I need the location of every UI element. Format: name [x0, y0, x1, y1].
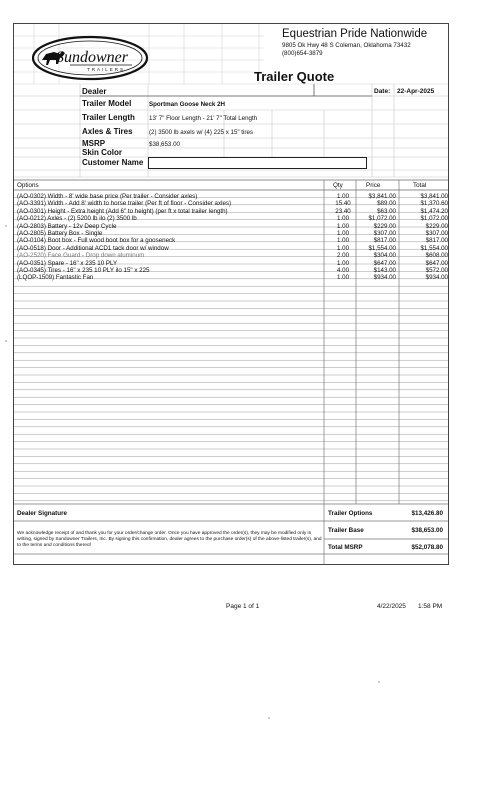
col-header-total: Total	[413, 182, 427, 189]
option-description: (AO-0302) Width - 8' wide base price (Per trailer - Consider axles)	[17, 193, 198, 200]
table-row	[17, 267, 447, 274]
page-number: Page 1 of 1	[226, 603, 260, 610]
trailer-base-value: $38,653.00	[411, 527, 443, 534]
table-row	[17, 237, 447, 244]
table-grid	[14, 24, 449, 565]
logo-wordmark: Sundowner	[56, 49, 128, 66]
date-value: 22-Apr-2025	[397, 88, 435, 95]
option-price: $229.00	[373, 222, 396, 230]
option-price: $647.00	[373, 259, 396, 267]
option-total: $229.00	[425, 222, 448, 230]
option-description: (AO-0351) Spare - 16" x 235 10 PLY	[17, 259, 118, 267]
option-qty: 2.00	[336, 252, 350, 260]
trailer-model-label: Trailer Model	[82, 99, 132, 108]
scan-speck	[268, 717, 270, 719]
option-description: (AO-2803) Battery - 12v Deep Cycle	[17, 222, 117, 230]
option-total: $647.00	[425, 259, 448, 267]
option-price: $817.00	[373, 237, 396, 245]
table-row	[17, 230, 447, 237]
col-header-price: Price	[366, 182, 381, 189]
dealer-label: Dealer	[82, 87, 107, 96]
date-label: Date:	[374, 88, 391, 95]
customer-name-label: Customer Name	[82, 158, 144, 167]
total-msrp-value: $52,078.80	[411, 544, 443, 551]
option-description: (AO-0518) Door - Additional ACD1 tack door w/ window	[17, 244, 169, 252]
option-total: $608.00	[425, 252, 448, 260]
table-row	[17, 252, 447, 259]
table-row	[17, 200, 447, 207]
total-msrp-label: Total MSRP	[328, 544, 363, 551]
trailer-length-label: Trailer Length	[82, 113, 135, 122]
table-row	[17, 193, 447, 200]
option-qty: 1.00	[336, 230, 350, 237]
dealer-signature-label: Dealer Signature	[17, 510, 68, 517]
option-qty: 1.00	[336, 222, 350, 230]
option-total: $1,072.00	[420, 215, 448, 223]
col-header-qty: Qty	[333, 182, 343, 189]
option-price: $63.00	[377, 207, 396, 215]
trailer-options-value: $13,426.80	[411, 510, 443, 517]
option-total: $1,370.60	[420, 200, 448, 208]
option-qty: 1.00	[336, 237, 350, 245]
option-description: (AO-2805) Battery Box - Single	[17, 230, 103, 237]
print-time: 1:58 PM	[418, 603, 443, 610]
option-description: (AO-2520) Face Guard - Drop down aluminum	[17, 252, 145, 260]
skin-color-label: Skin Color	[82, 148, 123, 157]
option-price: $934.00	[373, 274, 396, 282]
option-price: $307.00	[373, 230, 396, 237]
option-description: (LQOP-1509) Fantastic Fan	[17, 274, 94, 282]
option-description: (AO-3391) Width - Add 8' width to horse trailer (Per ft of floor - Consider axles)	[17, 200, 232, 208]
sundowner-logo	[32, 34, 150, 82]
option-price: $1,554.00	[368, 244, 396, 252]
acknowledgement-text: We acknowledge receipt of and thank you for your order/change order. Once you have approved the order(s), they may be modified only in writing, signed by Sundowner Trailers, Inc. By signing this confirmation, dealer agrees to the purchase order(s) of the above-listed trailer(s), and to the terms and conditions thereof	[17, 531, 322, 549]
trailer-options-label: Trailer Options	[328, 510, 373, 517]
msrp-label: MSRP	[82, 139, 106, 148]
table-row	[17, 245, 447, 252]
customer-name-field[interactable]	[148, 157, 367, 169]
option-qty: 4.00	[336, 267, 350, 274]
option-total: $1,554.00	[420, 244, 448, 252]
option-description: (AO-0301) Height - Extra height (Add 6" to height) (per ft x total trailer length)	[17, 207, 228, 215]
trailer-model-value: Sportman Goose Neck 2H	[149, 101, 225, 108]
option-price: $89.00	[377, 200, 396, 208]
option-qty: 23.40	[335, 207, 351, 215]
logo-subtitle: TRAILERS	[86, 67, 126, 72]
axles-tires-value: (2) 3500 lb axels w/ (4) 225 x 15" tires	[149, 129, 253, 136]
option-description: (AO-0104) Boot box - Full wood boot box for a gooseneck	[17, 237, 176, 245]
option-qty: 1.00	[336, 215, 350, 223]
option-qty: 1.00	[336, 244, 350, 252]
trailer-base-label: Trailer Base	[328, 527, 364, 534]
option-total: $934.00	[425, 274, 448, 282]
option-qty: 1.00	[336, 193, 350, 200]
table-row	[17, 260, 447, 267]
option-total: $3,841.00	[420, 193, 448, 200]
trailer-length-value: 13' 7" Floor Length - 21' 7" Total Length	[149, 115, 258, 122]
option-total: $307.00	[425, 230, 448, 237]
page-title: Trailer Quote	[254, 69, 335, 84]
table-row	[17, 208, 447, 215]
option-total: $572.00	[425, 267, 448, 274]
option-description: (AO-0345) Tires - 16" x 235 10 PLY ilo 15" x 225	[17, 267, 150, 274]
axles-tires-label: Axles & Tires	[82, 127, 133, 136]
option-price: $3,841.00	[368, 193, 396, 200]
table-row	[17, 215, 447, 222]
option-price: $143.00	[373, 267, 396, 274]
table-row	[17, 223, 447, 230]
option-qty: 1.00	[336, 259, 350, 267]
option-description: (AO-0212) Axles - (2) 5200 lb ilo (2) 3500 lb	[17, 215, 137, 223]
msrp-value: $38,653.00	[149, 141, 180, 148]
option-price: $1,072.00	[368, 215, 396, 223]
col-header-options: Options	[17, 182, 39, 189]
option-total: $817.00	[425, 237, 448, 245]
quote-sheet	[13, 23, 449, 565]
scan-speck	[378, 681, 380, 683]
option-qty: 1.00	[336, 274, 350, 282]
table-row	[17, 274, 447, 281]
option-price: $304.00	[373, 252, 396, 260]
scan-speck	[5, 225, 7, 227]
print-date: 4/22/2025	[377, 603, 406, 610]
scan-speck	[5, 340, 7, 342]
company-phone: (800)654-3879	[282, 50, 323, 57]
option-qty: 15.40	[335, 200, 351, 208]
company-address: 9805 Ok Hwy 48 S Coleman, Oklahoma 73432	[282, 42, 411, 49]
option-total: $1,474.20	[420, 207, 448, 215]
company-name: Equestrian Pride Nationwide	[282, 28, 428, 40]
